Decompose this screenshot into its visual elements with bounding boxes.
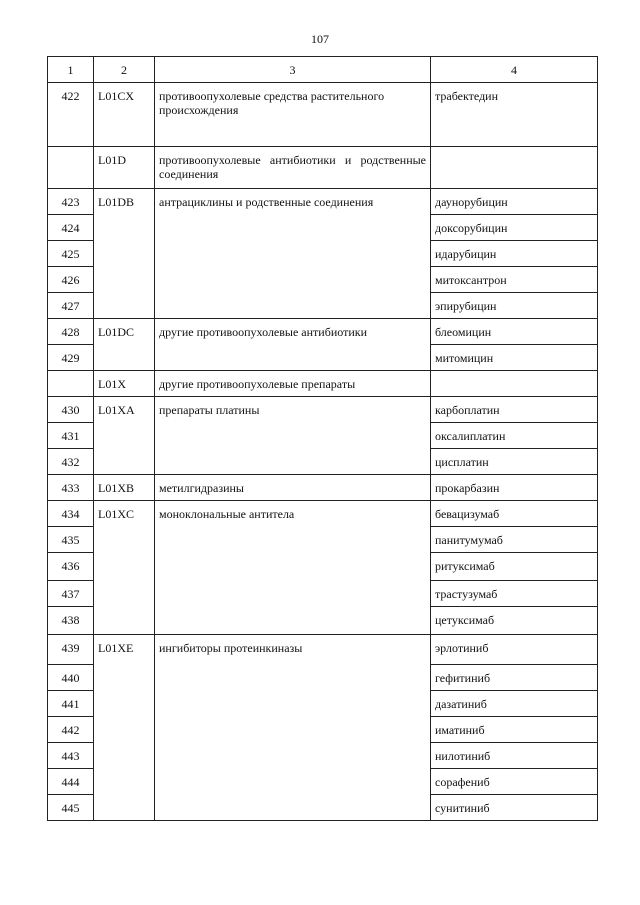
drug-name: оксалиплатин [431, 423, 598, 449]
row-number: 428 [48, 319, 94, 345]
drug-name: блеомицин [431, 319, 598, 345]
drug-name: доксорубицин [431, 215, 598, 241]
row-number: 433 [48, 475, 94, 501]
table-row [48, 147, 598, 189]
row-number: 442 [48, 717, 94, 743]
row-number: 425 [48, 241, 94, 267]
table-header-row [48, 57, 598, 83]
row-number: 439 [48, 635, 94, 665]
atc-group: моноклональные антитела [155, 501, 431, 635]
atc-code: L01XA [94, 397, 155, 475]
row-number: 423 [48, 189, 94, 215]
row-number: 431 [48, 423, 94, 449]
drug-name: прокарбазин [431, 475, 598, 501]
page-number: 107 [311, 32, 329, 46]
atc-code: L01XB [94, 475, 155, 501]
drug-name: гефитиниб [431, 665, 598, 691]
atc-code: L01XE [94, 635, 155, 821]
drug-name: дазатиниб [431, 691, 598, 717]
atc-group: антрациклины и родственные соединения [155, 189, 431, 319]
atc-group: другие противоопухолевые антибиотики [155, 319, 431, 371]
row-number: 432 [48, 449, 94, 475]
atc-group: другие противоопухолевые препараты [155, 371, 431, 397]
row-number: 440 [48, 665, 94, 691]
drug-name: бевацизумаб [431, 501, 598, 527]
table-row [48, 189, 598, 215]
drug-name: сунитиниб [431, 795, 598, 821]
column-header: 1 [48, 57, 94, 83]
drug-name: сорафениб [431, 769, 598, 795]
atc-code: L01CX [94, 83, 155, 147]
row-number: 426 [48, 267, 94, 293]
drug-name: эрлотиниб [431, 635, 598, 665]
drug-name: панитумумаб [431, 527, 598, 553]
table-row [48, 475, 598, 501]
row-number: 444 [48, 769, 94, 795]
atc-group: противоопухолевые средства растительного происхождения [155, 83, 431, 147]
atc-code: L01D [94, 147, 155, 189]
table-row [48, 319, 598, 345]
atc-group: метилгидразины [155, 475, 431, 501]
drug-name [431, 371, 598, 397]
table-row [48, 397, 598, 423]
drug-name: идарубицин [431, 241, 598, 267]
table-row [48, 501, 598, 527]
row-number: 422 [48, 83, 94, 147]
drug-name: митоксантрон [431, 267, 598, 293]
atc-code: L01DC [94, 319, 155, 371]
drug-name [431, 147, 598, 189]
column-header: 2 [94, 57, 155, 83]
row-number [48, 147, 94, 189]
drug-name: эпирубицин [431, 293, 598, 319]
row-number: 441 [48, 691, 94, 717]
drug-name: ритуксимаб [431, 553, 598, 581]
row-number: 443 [48, 743, 94, 769]
row-number: 435 [48, 527, 94, 553]
column-header: 3 [155, 57, 431, 83]
table-row [48, 371, 598, 397]
drug-table [47, 56, 598, 821]
drug-name: цетуксимаб [431, 607, 598, 635]
row-number: 436 [48, 553, 94, 581]
row-number: 430 [48, 397, 94, 423]
atc-code: L01XC [94, 501, 155, 635]
atc-code: L01X [94, 371, 155, 397]
row-number [48, 371, 94, 397]
row-number: 438 [48, 607, 94, 635]
row-number: 434 [48, 501, 94, 527]
table-row [48, 635, 598, 665]
drug-name: нилотиниб [431, 743, 598, 769]
atc-group: ингибиторы протеинкиназы [155, 635, 431, 821]
row-number: 427 [48, 293, 94, 319]
drug-name: даунорубицин [431, 189, 598, 215]
column-header: 4 [431, 57, 598, 83]
drug-name: карбоплатин [431, 397, 598, 423]
atc-group: препараты платины [155, 397, 431, 475]
atc-group: противоопухолевые антибиотики и родственные соединения [155, 147, 431, 189]
drug-name: иматиниб [431, 717, 598, 743]
drug-name: цисплатин [431, 449, 598, 475]
row-number: 445 [48, 795, 94, 821]
drug-name: трабектедин [431, 83, 598, 147]
table-row [48, 83, 598, 147]
drug-name: митомицин [431, 345, 598, 371]
row-number: 437 [48, 581, 94, 607]
drug-name: трастузумаб [431, 581, 598, 607]
row-number: 429 [48, 345, 94, 371]
atc-code: L01DB [94, 189, 155, 319]
row-number: 424 [48, 215, 94, 241]
